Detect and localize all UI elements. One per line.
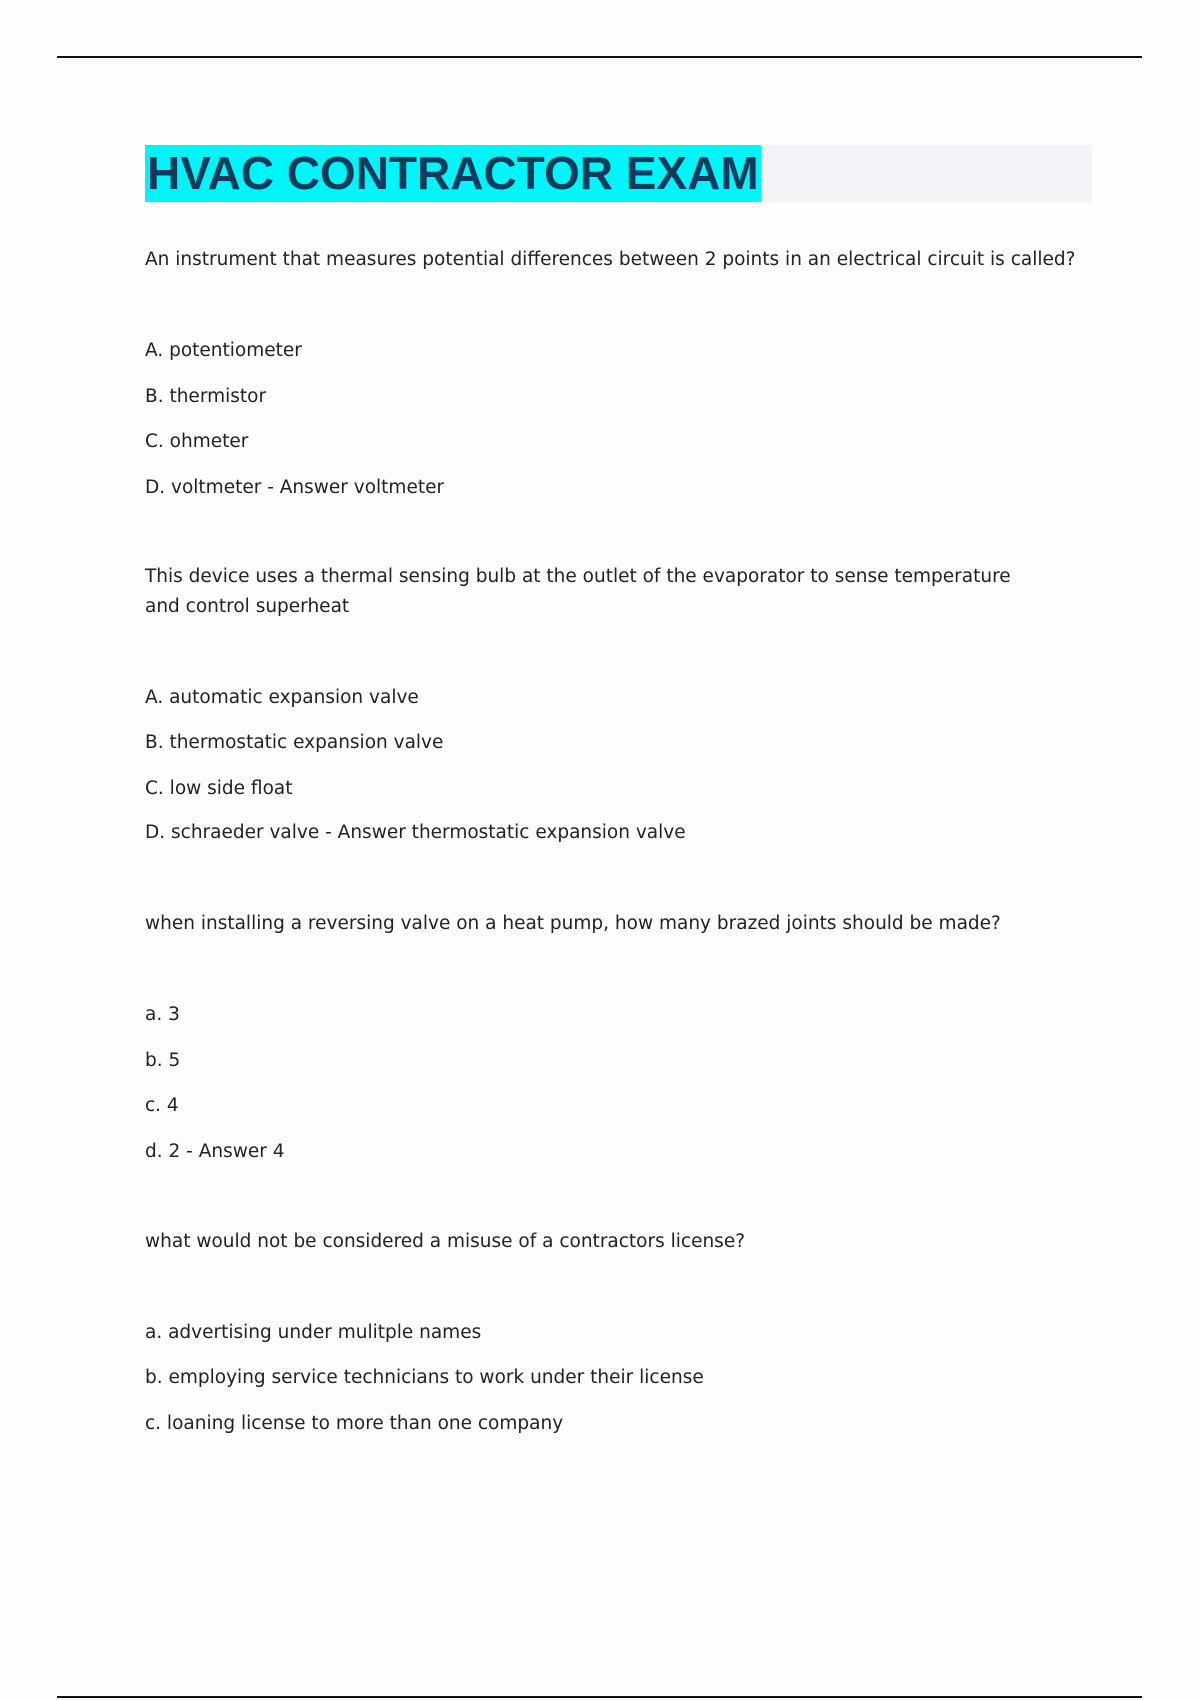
question-2-prompt: This device uses a thermal sensing bulb at the outlet of the evaporator to sense temperature and control superheat <box>145 566 1011 617</box>
question-2-option-b: B. thermostatic expansion valve <box>145 732 444 753</box>
question-1-option-d: D. voltmeter - Answer voltmeter <box>145 477 445 498</box>
question-2-option-c: C. low side float <box>145 778 293 799</box>
document-title: HVAC CONTRACTOR EXAM <box>145 145 761 202</box>
question-4-prompt: what would not be considered a misuse of a contractors license? <box>145 1231 746 1252</box>
question-3-option-b: b. 5 <box>145 1050 181 1071</box>
footer-rule <box>57 1696 1142 1698</box>
header-rule <box>57 56 1142 58</box>
question-3-option-d: d. 2 - Answer 4 <box>145 1141 285 1162</box>
question-2-option-d: D. schraeder valve - Answer thermostatic expansion valve <box>145 822 686 843</box>
question-1-option-b: B. thermistor <box>145 386 267 407</box>
question-2-option-a: A. automatic expansion valve <box>145 687 419 708</box>
question-1-option-c: C. ohmeter <box>145 431 249 452</box>
question-4-option-b: b. employing service technicians to work under their license <box>145 1367 704 1388</box>
question-1-option-a: A. potentiometer <box>145 340 302 361</box>
question-4-option-c: c. loaning license to more than one company <box>145 1413 564 1434</box>
question-1-prompt: An instrument that measures potential differences between 2 points in an electrical circuit is called? <box>145 249 1076 270</box>
question-3-prompt: when installing a reversing valve on a heat pump, how many brazed joints should be made? <box>145 913 1001 934</box>
question-4-option-a: a. advertising under mulitple names <box>145 1322 482 1343</box>
question-3-option-c: c. 4 <box>145 1095 179 1116</box>
question-3-option-a: a. 3 <box>145 1004 180 1025</box>
